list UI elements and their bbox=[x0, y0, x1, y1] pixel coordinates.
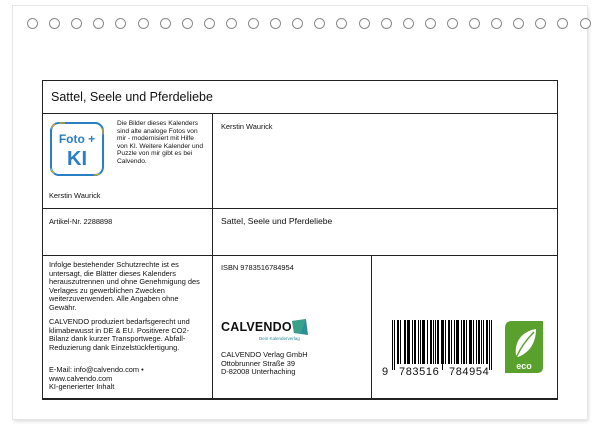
article-cell bbox=[42, 208, 213, 256]
binding-rings bbox=[0, 18, 600, 38]
binding-ring bbox=[535, 18, 546, 29]
binding-ring bbox=[71, 18, 82, 29]
svg-text:Foto +: Foto + bbox=[58, 132, 96, 146]
barcode-bar bbox=[483, 320, 484, 364]
barcode-digit-first: 9 bbox=[382, 366, 389, 378]
barcode-bar bbox=[437, 320, 438, 364]
barcode-bar bbox=[486, 320, 487, 364]
binding-ring bbox=[513, 18, 524, 29]
svg-text:eco: eco bbox=[516, 361, 532, 371]
product-title: Sattel, Seele und Pferdeliebe bbox=[221, 216, 333, 226]
barcode-bar bbox=[397, 320, 398, 364]
binding-ring bbox=[49, 18, 60, 29]
binding-ring bbox=[580, 18, 591, 29]
barcode-bar bbox=[414, 320, 415, 364]
author-description: Die Bilder dieses Kalenders sind alte analoge Fotos von mir - modernisiert mit Hilfe von KI. Weitere Kalender und Puzzle von mir gibt es bei Calvendo. bbox=[117, 120, 204, 165]
barcode-bar bbox=[443, 320, 444, 364]
barcode-cell bbox=[371, 255, 558, 400]
barcode-bar bbox=[481, 320, 482, 364]
barcode-bar bbox=[404, 320, 405, 364]
eco-badge-icon bbox=[505, 321, 543, 373]
barcode-bar bbox=[441, 320, 442, 364]
binding-ring bbox=[557, 18, 568, 29]
barcode-bar bbox=[435, 320, 436, 364]
barcode-digits-group1: 783516 bbox=[399, 366, 440, 378]
author-name: Kerstin Waurick bbox=[49, 191, 101, 200]
binding-ring bbox=[314, 18, 325, 29]
binding-ring bbox=[248, 18, 259, 29]
barcode-bar bbox=[408, 320, 409, 364]
binding-ring bbox=[270, 18, 281, 29]
info-sheet bbox=[42, 80, 558, 399]
barcode-bar bbox=[424, 320, 425, 364]
rights-text: Infolge bestehender Schutzrechte ist es untersagt, die Blätter dieses Kalenders herauszutrennen und ohne Genehmigung des Verlages zu gewerblichen Zwecken weiterzuverwenden. Alle Angaben ohne Gewähr. bbox=[49, 260, 200, 312]
barcode bbox=[392, 320, 494, 370]
binding-ring bbox=[160, 18, 171, 29]
barcode-bar bbox=[454, 320, 455, 364]
eco-text: CALVENDO produziert bedarfsgerecht und klimabewusst in DE & EU. Positivere CO2- Bilanz dank kurzer Transportwege. Abfall- Reduzierung dank Einzelstückfertigung. bbox=[49, 317, 190, 352]
barcode-bar bbox=[448, 320, 449, 364]
calvendo-logo bbox=[221, 319, 311, 345]
binding-ring bbox=[469, 18, 480, 29]
barcode-bar bbox=[456, 320, 457, 364]
barcode-bar bbox=[442, 320, 443, 370]
barcode-bar bbox=[466, 320, 467, 364]
barcode-bar bbox=[394, 320, 395, 370]
foto-ki-logo bbox=[50, 122, 104, 176]
barcode-bar bbox=[473, 320, 474, 364]
title-cell bbox=[42, 80, 558, 114]
publisher-cell bbox=[212, 255, 372, 400]
binding-ring bbox=[292, 18, 303, 29]
barcode-bar bbox=[433, 320, 434, 364]
svg-text:KI: KI bbox=[67, 148, 87, 170]
calvendo-tagline: Dein Kalenderverlag bbox=[259, 336, 300, 341]
publisher-address: CALVENDO Verlag GmbH Ottobrunner Straße 39 D-82008 Unterhaching bbox=[221, 350, 308, 377]
page-title: Sattel, Seele und Pferdeliebe bbox=[51, 90, 213, 104]
barcode-bar bbox=[463, 320, 464, 364]
binding-ring bbox=[447, 18, 458, 29]
calvendo-logo-text: CALVENDO bbox=[221, 320, 292, 334]
barcode-bar bbox=[464, 320, 465, 364]
barcode-bar bbox=[398, 320, 399, 364]
barcode-bar bbox=[422, 320, 423, 364]
barcode-bar bbox=[461, 320, 462, 364]
contact-text bbox=[49, 366, 213, 392]
barcode-bar bbox=[427, 320, 428, 364]
barcode-bar bbox=[400, 320, 401, 364]
barcode-bar bbox=[430, 320, 431, 364]
binding-ring bbox=[403, 18, 414, 29]
ai-note: KI-generierter Inhalt bbox=[49, 382, 115, 392]
binding-ring bbox=[138, 18, 149, 29]
barcode-bar bbox=[449, 320, 450, 364]
binding-ring bbox=[115, 18, 126, 29]
barcode-bar bbox=[423, 320, 424, 364]
barcode-bar bbox=[458, 320, 459, 364]
barcode-bar bbox=[407, 320, 408, 364]
barcode-bar bbox=[457, 320, 458, 364]
barcode-bar bbox=[487, 320, 488, 364]
binding-ring bbox=[425, 18, 436, 29]
contact-website[interactable]: www.calvendo.com bbox=[49, 373, 113, 383]
binding-ring bbox=[27, 18, 38, 29]
barcode-bar bbox=[409, 320, 410, 364]
barcode-bar bbox=[489, 320, 490, 370]
binding-ring bbox=[226, 18, 237, 29]
isbn: ISBN 9783516784954 bbox=[221, 263, 294, 272]
barcode-bar bbox=[451, 320, 452, 364]
author-right-cell bbox=[212, 113, 558, 209]
binding-ring bbox=[182, 18, 193, 29]
binding-ring bbox=[359, 18, 370, 29]
calvendo-flag-icon bbox=[291, 318, 309, 336]
binding-ring bbox=[93, 18, 104, 29]
legal-cell bbox=[42, 255, 213, 400]
barcode-bar bbox=[491, 320, 492, 370]
barcode-bar bbox=[471, 320, 472, 364]
binding-ring bbox=[336, 18, 347, 29]
article-number: Artikel-Nr. 2288898 bbox=[49, 217, 113, 226]
product-title-cell bbox=[212, 208, 558, 256]
barcode-bar bbox=[438, 320, 439, 364]
barcode-bar bbox=[392, 320, 393, 370]
binding-ring bbox=[381, 18, 392, 29]
barcode-bar bbox=[469, 320, 470, 364]
author-right-name: Kerstin Waurick bbox=[221, 122, 273, 131]
binding-ring bbox=[491, 18, 502, 29]
barcode-bar bbox=[431, 320, 432, 364]
contact-email[interactable]: E-Mail: info@calvendo.com • bbox=[49, 365, 144, 374]
barcode-bar bbox=[405, 320, 406, 364]
barcode-bar bbox=[478, 320, 479, 364]
barcode-bar bbox=[412, 320, 413, 364]
barcode-bar bbox=[479, 320, 480, 364]
binding-ring bbox=[204, 18, 215, 29]
author-cell bbox=[42, 113, 213, 209]
barcode-bar bbox=[418, 320, 419, 364]
barcode-digits-group2: 784954 bbox=[449, 366, 490, 378]
barcode-bar bbox=[415, 320, 416, 364]
barcode-bar bbox=[445, 320, 446, 364]
barcode-bar bbox=[470, 320, 471, 364]
barcode-bar bbox=[420, 320, 421, 364]
barcode-bar bbox=[476, 320, 477, 364]
